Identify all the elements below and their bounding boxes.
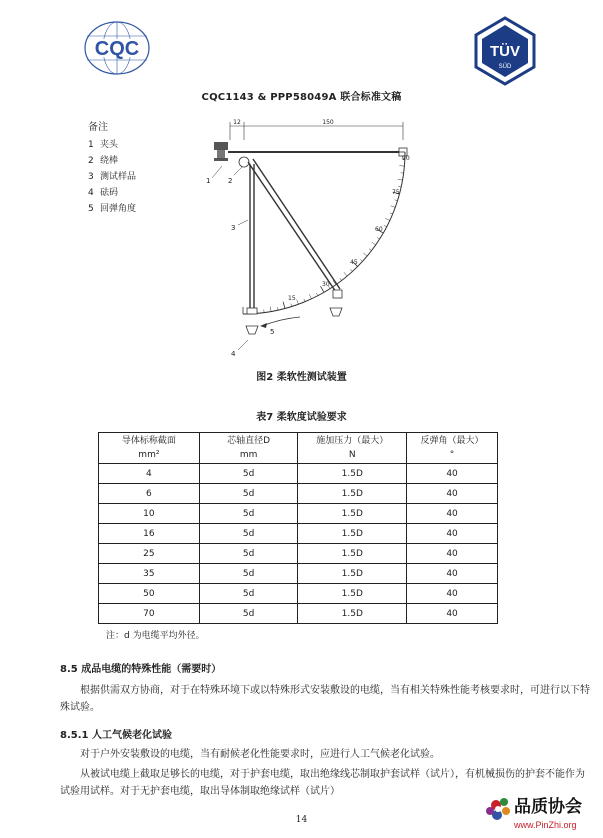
scale-tick [309,294,311,299]
section-8-5-1-heading: 8.5.1 人工气候老化试验 [60,726,172,741]
callout-5: 5 [270,328,274,336]
table-row: 10 5d 1.5D 40 [99,504,498,524]
arc-scale-ticks [243,152,405,314]
flexibility-test-apparatus-figure [200,112,430,364]
header-rebound-angle: 反弹角（最大） ° [407,433,498,464]
callout-2: 2 [228,177,232,185]
scale-tick [316,293,317,296]
legend-heading: 备注 [88,120,136,136]
tuv-logo-text: TÜV [490,43,520,60]
scale-tick [363,253,367,256]
flexibility-requirements-table [98,432,498,624]
callout-4: 4 [231,350,236,358]
scale-tick [297,300,299,305]
cqc-logo-text: CQC [95,38,139,60]
scale-tick [372,242,376,245]
scale-tick [304,299,305,302]
scale-tick [385,218,390,220]
callout-1: 1 [206,177,210,185]
scale-tick [291,304,292,307]
scale-label-15: 15 [288,295,296,302]
watermark-title: 品质协会 [514,796,582,817]
legend-item: 2 绕棒 [88,153,136,169]
table-row: 6 5d 1.5D 40 [99,484,498,504]
table-row: 25 5d 1.5D 40 [99,544,498,564]
flower-icon [486,798,510,820]
scale-tick [391,206,396,208]
scale-tick [398,179,403,180]
scale-tick [344,272,347,276]
legend-item: 4 砝码 [88,185,136,201]
scale-label-45: 45 [350,259,358,266]
scale-tick [360,259,362,261]
header-mandrel-diameter: 芯轴直径D mm [199,433,298,464]
table-header-row [99,433,498,464]
document-title: CQC1143 & PPP58049A 联合标准文稿 [0,88,603,103]
scale-label-30: 30 [322,281,330,288]
table-row: 16 5d 1.5D 40 [99,524,498,544]
legend-item: 1 夹头 [88,137,136,153]
scale-tick [340,278,342,280]
table-row: 70 5d 1.5D 40 [99,604,498,624]
section-8-5-text: 根据供需双方协商，对于在特殊环境下或以特殊形式安装敷设的电缆，当有相关特殊性能考核要求时，可进行以下特殊试验。 [60,682,590,716]
section-8-5-heading: 8.5 成品电缆的特殊性能（需要时） [60,660,221,675]
table-caption: 表7 柔软度试验要求 [0,408,603,423]
watermark-url: www.PinZhi.org [513,820,577,830]
legend-item: 3 测试样品 [88,169,136,185]
scale-tick [270,307,271,312]
dimension-12: 12 [233,119,241,126]
scale-tick [377,237,380,239]
section-8-5-1-text-2: 从被试电缆上截取足够长的电缆，对于护套电缆，取出绝缘线芯制取护套试样（试片），有机械损伤的护套不能作为试验用试样。对于无护套电缆，取出导体制取绝缘试样（试片） [60,766,590,800]
scale-label-60: 60 [375,226,383,233]
scale-tick [395,200,398,201]
figure-caption: 图2 柔软性测试装置 [0,368,603,383]
section-8-5-1-text-1: 对于户外安装敷设的电缆，当有耐候老化性能要求时，应进行人工气候老化试验。 [60,746,590,763]
table-note: 注：d 为电缆平均外径。 [106,628,205,641]
scale-tick [283,302,285,309]
tuv-logo [470,16,540,86]
header-cross-section: 导体标称截面 mm² [99,433,200,464]
scale-tick [384,225,387,226]
table-row: 50 5d 1.5D 40 [99,584,498,604]
dimension-150: 150 [322,119,334,126]
legend-item: 5 回弹角度 [88,201,136,217]
header-applied-force: 施加压力（最大） N [298,433,407,464]
page-number: 14 [0,815,603,825]
table-row: 4 5d 1.5D 40 [99,464,498,484]
cqc-logo [83,20,151,76]
scale-tick [398,186,401,187]
scale-label-90: 90 [402,155,410,162]
scale-label-75: 75 [392,189,400,196]
scale-tick [390,213,393,214]
scale-tick [369,249,371,251]
scale-tick [350,269,352,271]
pinzhi-watermark [482,790,600,834]
callout-3: 3 [231,224,235,232]
figure-legend [88,120,136,217]
table-row: 35 5d 1.5D 40 [99,564,498,584]
scale-tick [277,307,278,310]
tuv-logo-sub: SÜD [499,63,512,70]
